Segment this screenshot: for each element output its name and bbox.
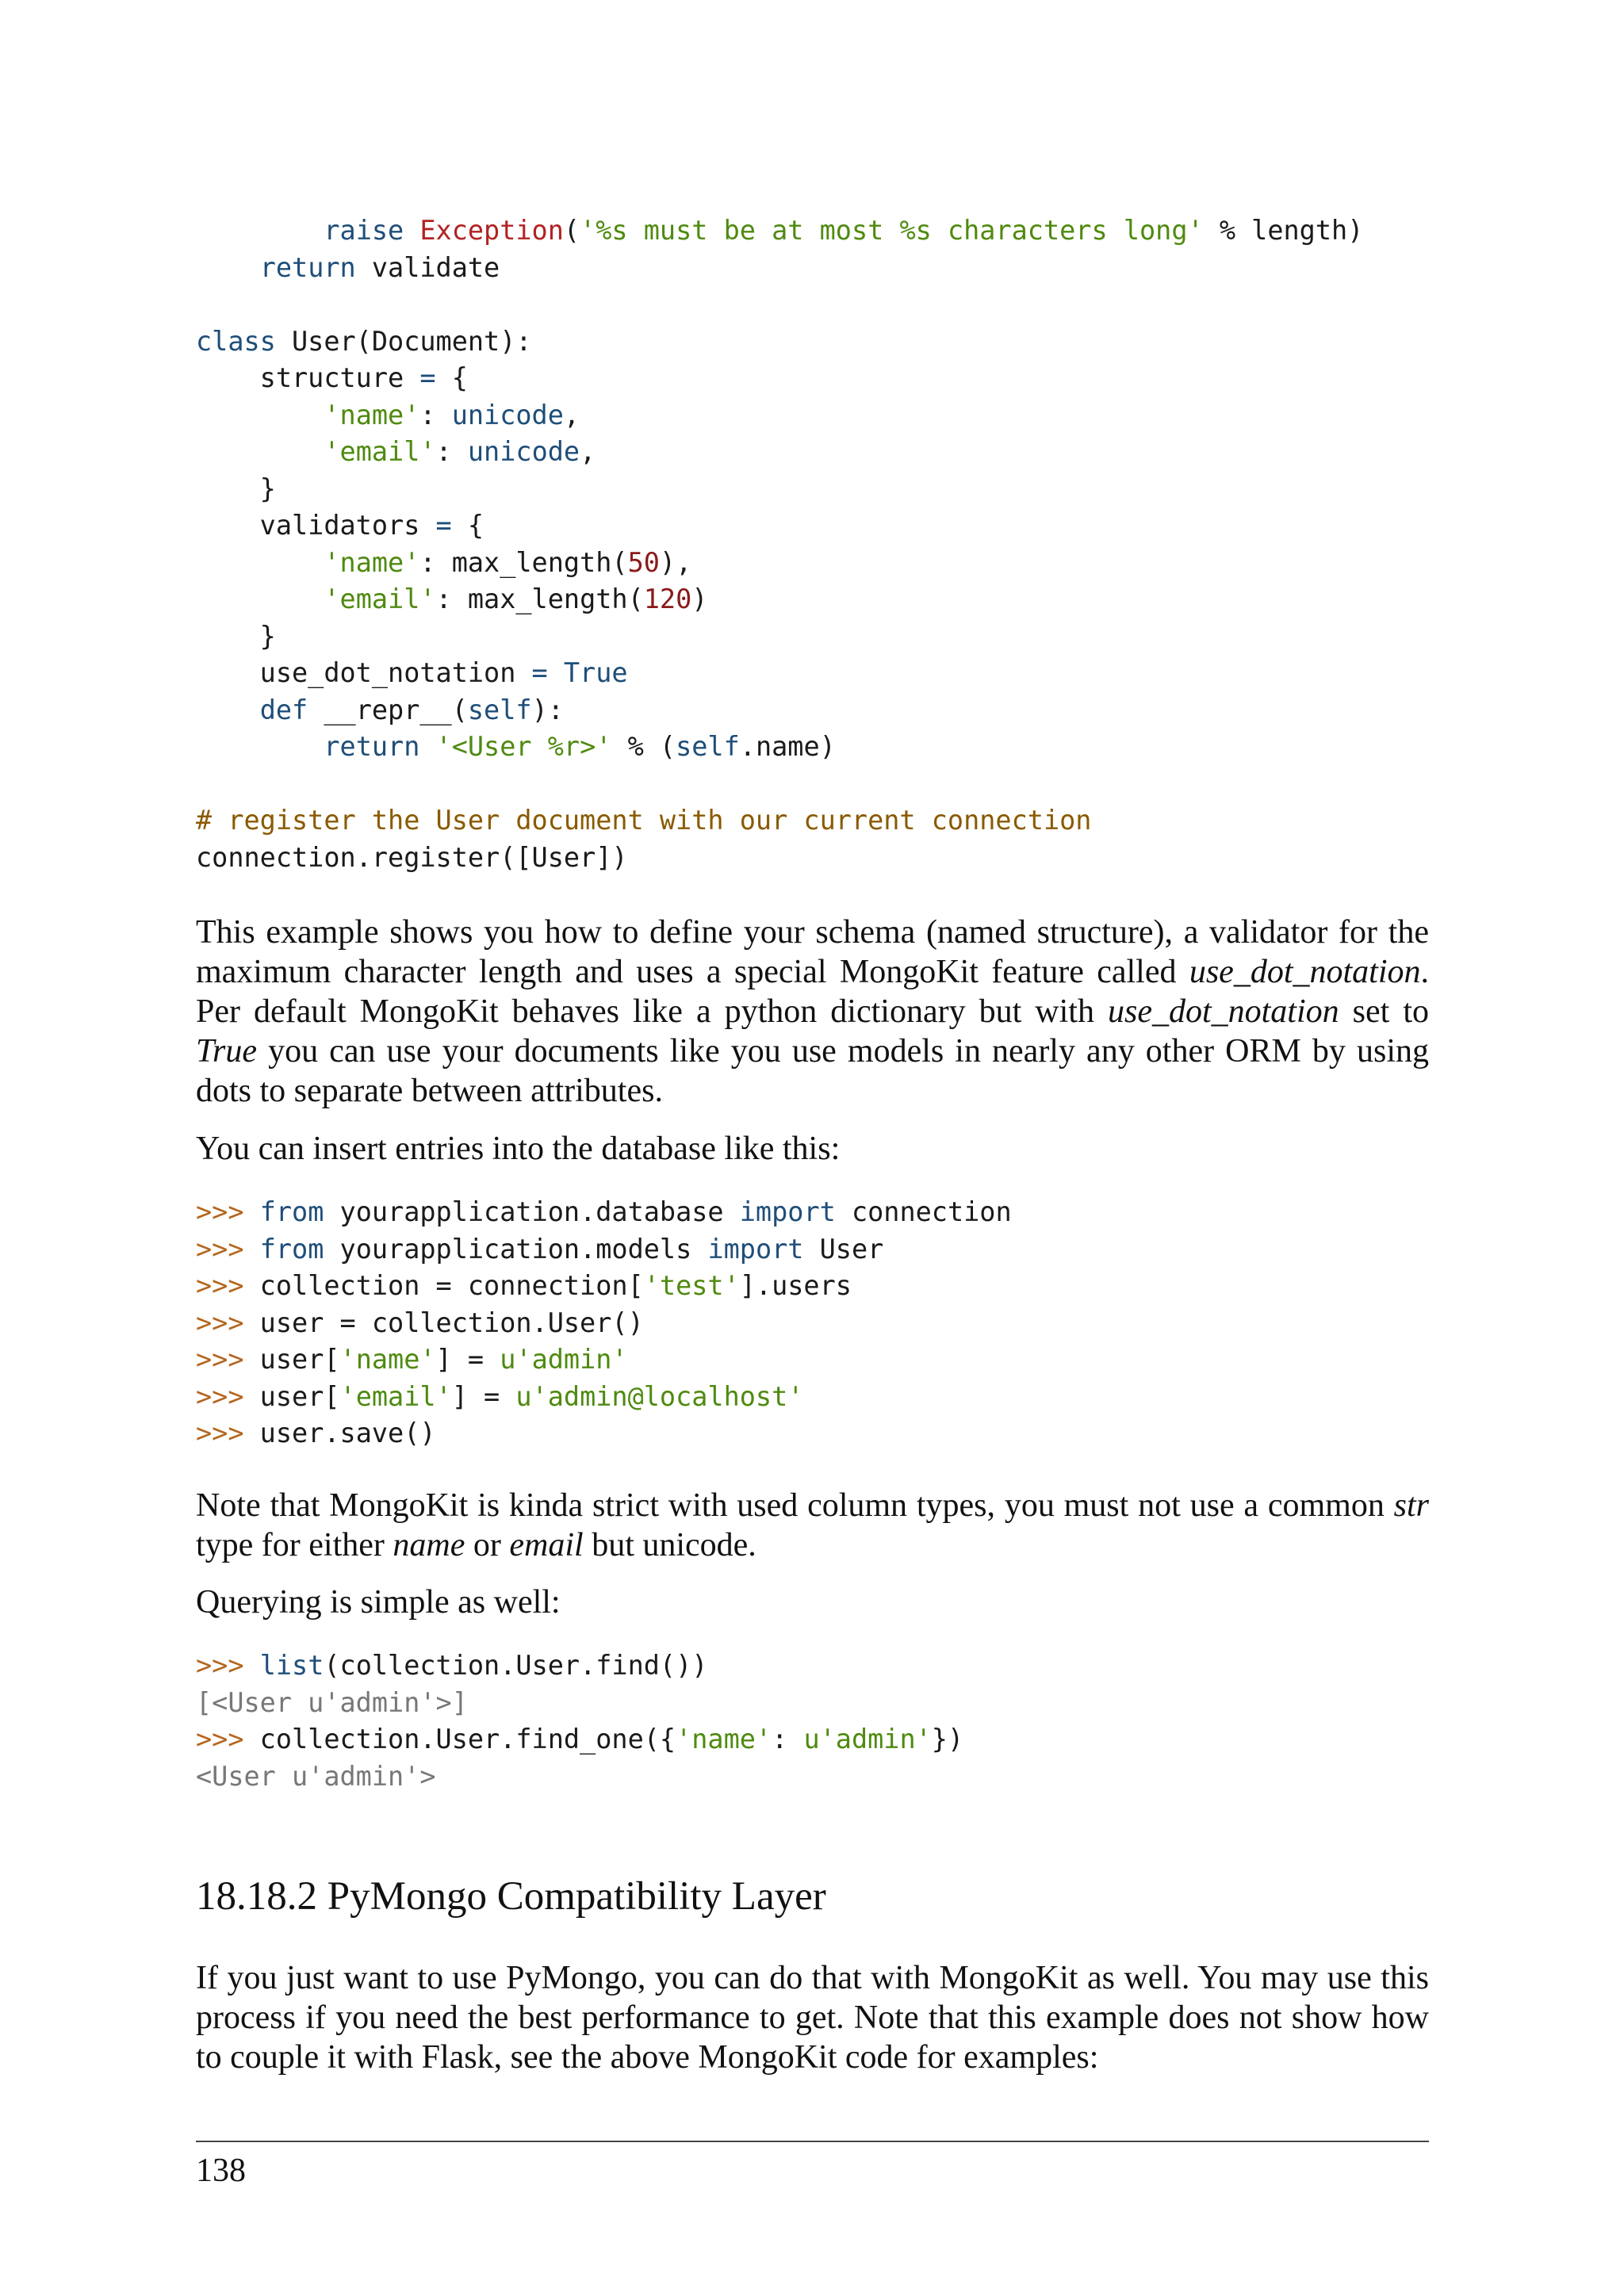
code-line: >>> user['name'] = u'admin': [196, 1344, 628, 1375]
code-line: >>> user['email'] = u'admin@localhost': [196, 1380, 804, 1412]
footer-rule: [196, 2141, 1429, 2142]
code-line: [196, 286, 1363, 323]
emphasis: name: [393, 1527, 465, 1563]
code-line: }: [196, 473, 276, 504]
code-line: 'name': max_length(50),: [324, 546, 692, 578]
code-line: def __repr__(self):: [259, 694, 564, 725]
code-line: class User(Document):: [196, 325, 532, 357]
paragraph-querying-intro: Querying is simple as well:: [196, 1584, 561, 1621]
section-heading: 18.18.2 PyMongo Compatibility Layer: [196, 1874, 826, 1919]
emphasis: email: [509, 1527, 584, 1563]
code-line: >>> collection.User.find_one({'name': u'admin'}): [196, 1724, 964, 1755]
code-line: use_dot_notation = True: [196, 657, 628, 688]
paragraph-insert-intro: You can insert entries into the database like this:: [196, 1131, 841, 1167]
paragraph-dot-notation: [196, 913, 1429, 1111]
code-line: return '<User %r>' % (self.name): [324, 731, 836, 762]
code-line: # register the User document with our current connection: [196, 805, 1092, 836]
text: Note that MongoKit is kinda strict with used column types, you must not use a common: [196, 1487, 1394, 1524]
emphasis: use_dot_notation: [1107, 993, 1339, 1030]
code-line: validators = {: [196, 510, 485, 541]
text: set to: [1339, 993, 1430, 1030]
code-line: return validate: [259, 251, 500, 283]
code-line: 'email': max_length(120): [324, 584, 708, 614]
text: . Per default MongoKit behaves like a python dictionary but with: [196, 954, 1429, 1030]
emphasis: use_dot_notation: [1189, 954, 1421, 990]
code-line: >>> from yourapplication.models import User: [196, 1233, 884, 1265]
text: but unicode.: [583, 1527, 756, 1563]
code-line: raise Exception('%s must be at most %s characters long' % length): [324, 215, 1364, 246]
code-line: >>> collection = connection['test'].users: [196, 1270, 852, 1301]
emphasis: True: [196, 1033, 258, 1070]
code-line: >>> user = collection.User(): [196, 1307, 644, 1338]
code-line: 'email': unicode,: [324, 436, 596, 467]
code-line: 'name': unicode,: [324, 399, 580, 430]
code-line: structure = {: [196, 362, 468, 393]
page-number: 138: [196, 2152, 246, 2189]
code-line: >>> user.save(): [196, 1418, 436, 1448]
paragraph-pymongo: If you just want to use PyMongo, you can do that with MongoKit as well. You may use this process if you need the best performance to get. Note that this example does not show how to couple it with Flask, see the above MongoKit code for examples:: [196, 1960, 1429, 2076]
code-line: <User u'admin'>: [196, 1760, 436, 1792]
text: type for either: [196, 1527, 393, 1563]
code-line: >>> from yourapplication.database import connection: [196, 1196, 1012, 1227]
code-line: }: [196, 620, 276, 652]
code-block-user-model: [196, 212, 1363, 876]
paragraph-column-types: [196, 1486, 1429, 1565]
code-block-query: [196, 1647, 963, 1795]
text: you can use your documents like you use models in nearly any other ORM by using dots to separate between attributes.: [196, 1033, 1429, 1109]
text: or: [465, 1527, 510, 1563]
code-line: [196, 766, 1363, 803]
emphasis: str: [1393, 1487, 1429, 1524]
text: This example shows you how to define your schema (named structure), a validator for the maximum character length and uses a special MongoKit feature called: [196, 914, 1429, 990]
code-line: connection.register([User]): [196, 841, 628, 873]
code-line: >>> list(collection.User.find()): [196, 1650, 708, 1681]
code-line: [<User u'admin'>]: [196, 1686, 468, 1718]
code-block-insert: [196, 1194, 1012, 1452]
